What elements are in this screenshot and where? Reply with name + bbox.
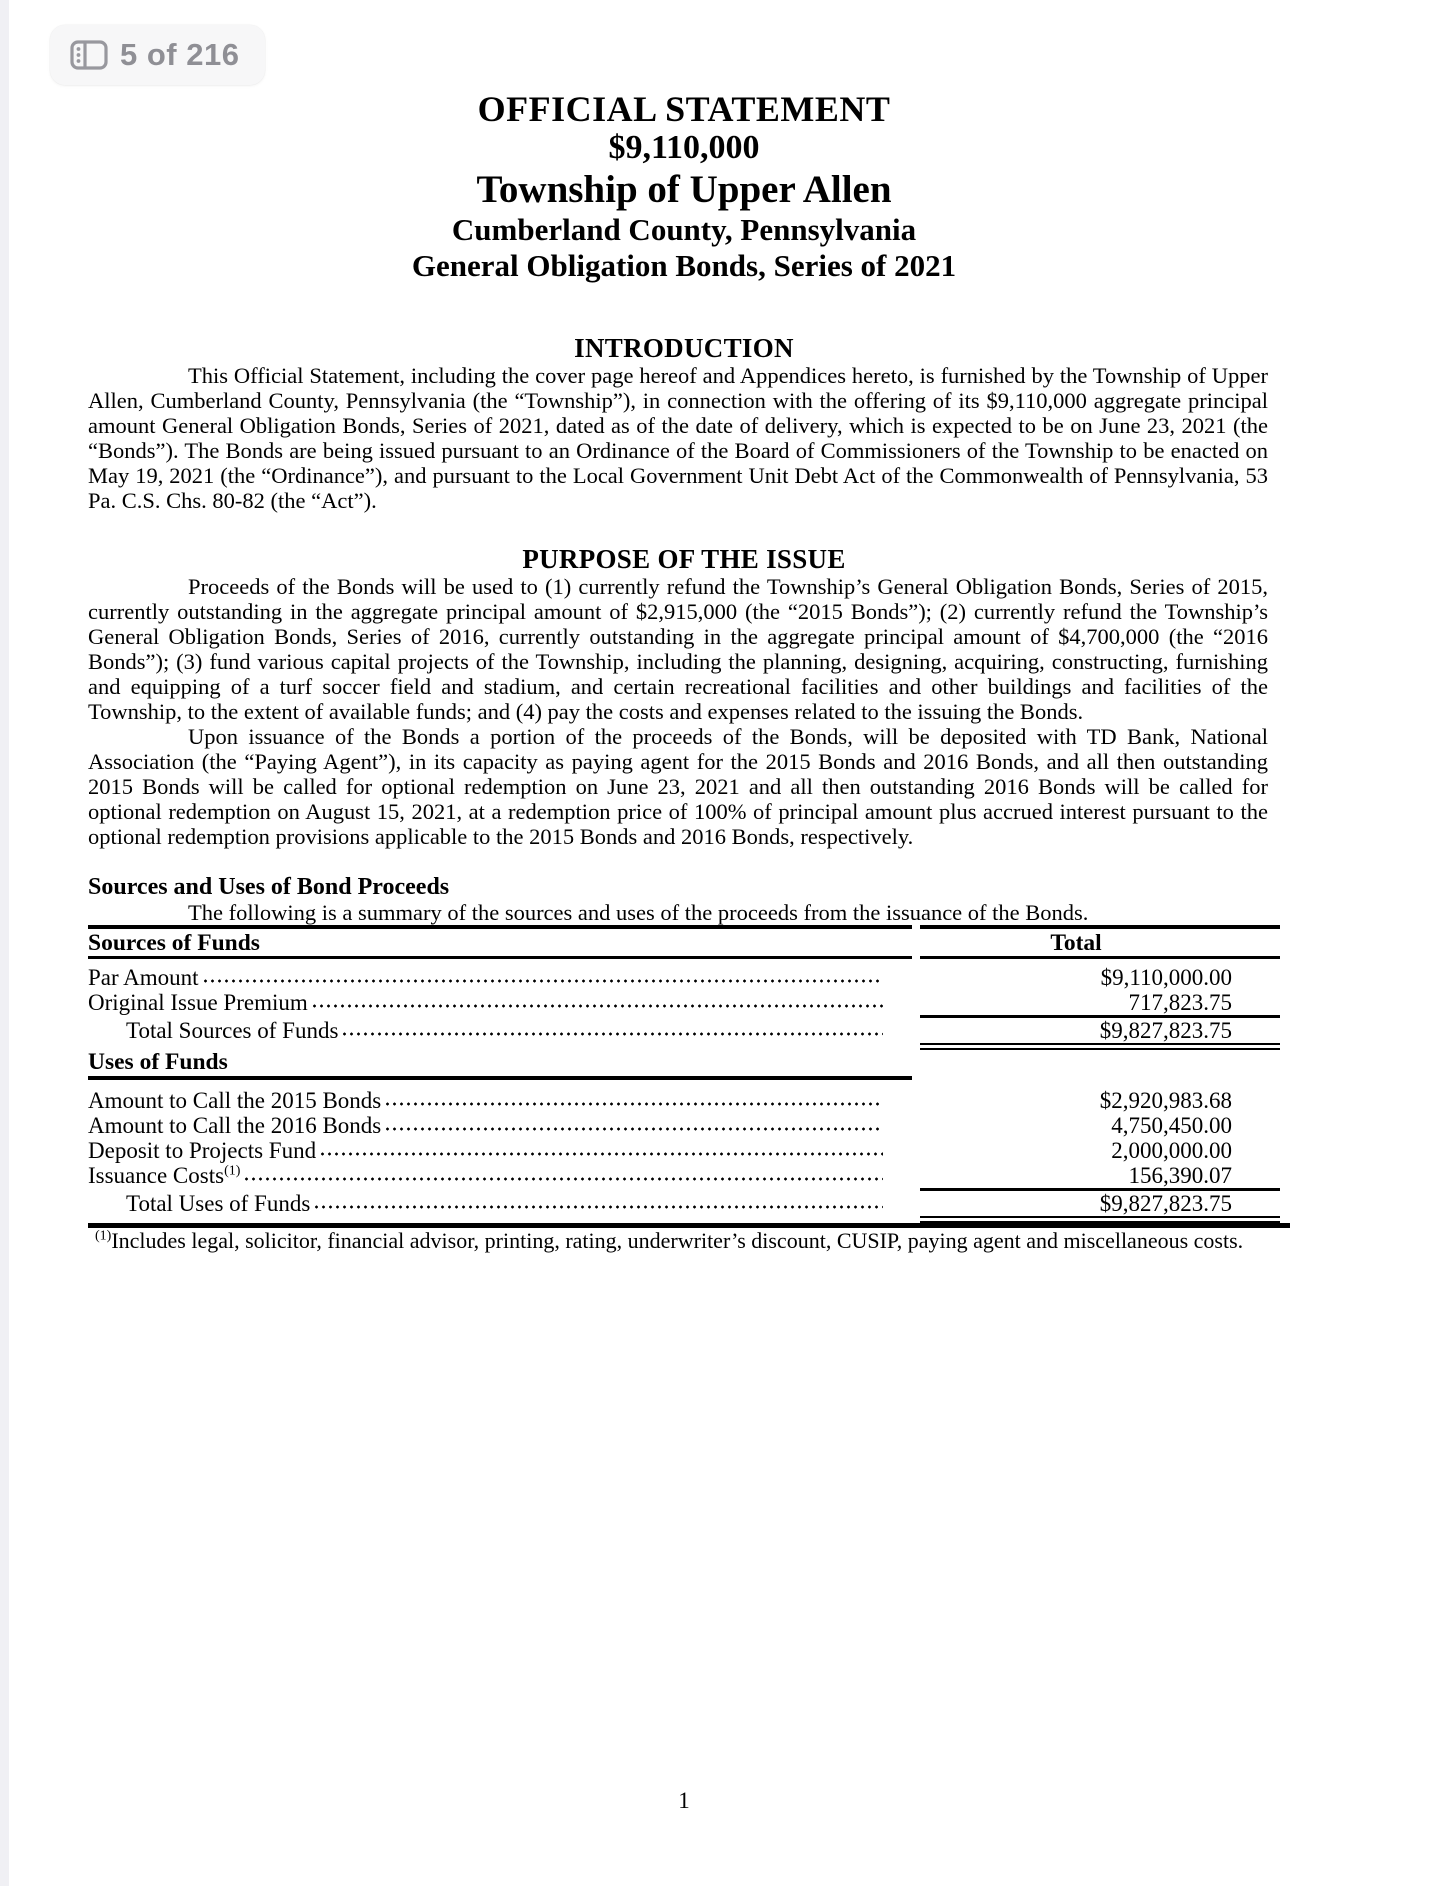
dot-leader [311,990,883,1010]
row-value: 717,823.75 [1128,990,1232,1015]
issuer-name: Township of Upper Allen [476,168,892,211]
dot-leader [384,1088,883,1108]
row-label: Deposit to Projects Fund [88,1138,317,1163]
page-number: 1 [678,1788,690,1813]
table-row [88,990,912,1015]
section-heading-introduction: INTRODUCTION [574,333,794,363]
double-rule [920,1216,1280,1223]
table-row [88,1163,912,1188]
dot-leader [341,1018,883,1038]
sources-uses-table [88,925,1280,1223]
dot-leader [243,1163,883,1183]
dot-leader [202,965,883,985]
footnote [88,1228,1302,1254]
table-row-total [88,1188,912,1216]
row-value: $9,110,000.00 [1100,965,1232,990]
dot-leader [313,1191,883,1211]
row-label: Issuance Costs$^{(1)}$ [88,1163,241,1188]
sources-uses-intro-line: The following is a summary of the sources and uses of the proceeds from the issuance of the Bonds. [188,900,1089,925]
table-row [88,1113,912,1138]
row-label: Total Sources of Funds [126,1018,339,1043]
total-column-header: Total [920,925,1280,959]
spacer-cell [920,1050,1280,1080]
row-label: Original Issue Premium [88,990,308,1015]
window-edge-strip [0,0,9,1886]
footnote-marker: (1) [224,1163,241,1179]
footnote-marker: (1) [95,1228,112,1244]
purpose-paragraph-1: Proceeds of the Bonds will be used to (1) currently refund the Township’s General Obligation Bonds, Series of 2015, currently outstanding in the aggregate principal amount of $2,915,000 (the “2015 Bonds”); (2) currently refund the Township’s General Obligation Bonds, Series of 2016, currently outstanding in the aggregate principal amount of $4,700,000 (the “2016 Bonds”); (3) fund various capital projects of the Township, including the planning, designing, acquiring, constructing, furnishing and equipping of a turf soccer field and stadium, and certain recreational facilities and other buildings and facilities of the Township, to the extent of available funds; and (4) pay the costs and expenses related to the issuing the Bonds. [88,574,1268,724]
uses-of-funds-header: Uses of Funds [88,1050,912,1080]
page-indicator-label: 5 of 216 [120,37,240,72]
row-value-total: $9,827,823.75 [920,1188,1280,1216]
row-value: 156,390.07 [1128,1163,1232,1188]
row-label: Amount to Call the 2016 Bonds [88,1113,382,1138]
document-title: OFFICIAL STATEMENT [477,89,891,129]
row-label: Total Uses of Funds [126,1191,311,1216]
row-value: 4,750,450.00 [1111,1113,1232,1138]
series-line: General Obligation Bonds, Series of 2021 [411,248,957,283]
pdf-page [88,0,1280,1254]
introduction-paragraph: This Official Statement, including the cover page hereof and Appendices hereto, is furnished by the Township of Upper Allen, Cumberland County, Pennsylvania (the “Township”), in connection with the offering of its $9,110,000 aggregate principal amount General Obligation Bonds, Series of 2021, dated as of the date of delivery, which is expected to be on June 23, 2021 (the “Bonds”). The Bonds are being issued pursuant to an Ordinance of the Board of Commissioners of the Township to be enacted on May 19, 2021 (the “Ordinance”), and pursuant to the Local Government Unit Debt Act of the Commonwealth of Pennsylvania, 53 Pa. C.S. Chs. 80-82 (the “Act”). [88,363,1268,513]
row-label: Amount to Call the 2015 Bonds [88,1088,382,1113]
table-row [88,1080,912,1113]
section-heading-purpose: PURPOSE OF THE ISSUE [522,544,846,574]
dot-leader [384,1113,883,1133]
double-rule [920,1043,1280,1050]
sources-uses-heading: Sources and Uses of Bond Proceeds [88,874,450,900]
bond-amount: $9,110,000 [608,129,760,166]
row-label: Par Amount [88,965,199,990]
county-line: Cumberland County, Pennsylvania [451,212,917,247]
row-value: $2,920,983.68 [1099,1088,1232,1113]
sources-of-funds-header: Sources of Funds [88,925,912,959]
dot-leader [319,1138,883,1158]
purpose-paragraph-2: Upon issuance of the Bonds a portion of the proceeds of the Bonds, will be deposited with TD Bank, National Association (the “Paying Agent”), in its capacity as paying agent for the 2015 Bonds and 2016 Bonds, and all then outstanding 2015 Bonds will be called for optional redemption on June 23, 2021 and all then outstanding 2016 Bonds will be called for optional redemption on August 15, 2021, at a redemption price of 100% of principal amount plus accrued interest pursuant to the optional redemption provisions applicable to the 2015 Bonds and 2016 Bonds, respectively. [88,724,1268,849]
row-value-total: $9,827,823.75 [920,1015,1280,1043]
table-row [88,1138,912,1163]
table-row [88,959,912,990]
table-row-total [88,1015,912,1043]
row-value: 2,000,000.00 [1111,1138,1232,1163]
footnote-text: Includes legal, solicitor, financial advisor, printing, rating, underwriter’s discount, CUSIP, paying agent and miscellaneous costs. [111,1228,1244,1253]
